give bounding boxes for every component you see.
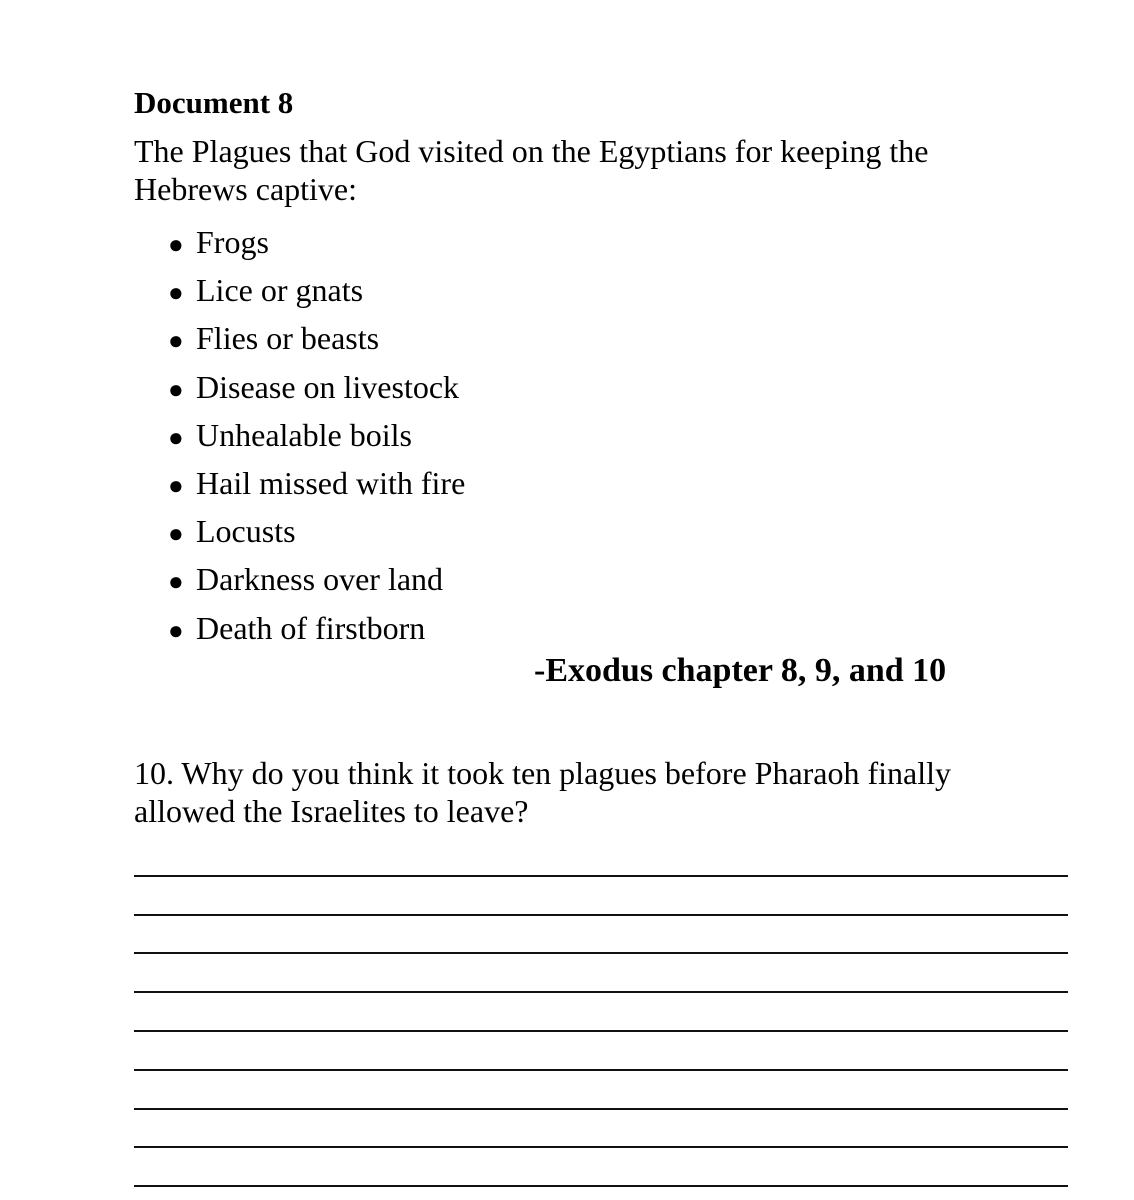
- plague-label: Disease on livestock: [196, 368, 460, 405]
- plague-label: Unhealable boils: [196, 416, 412, 453]
- bullet-icon: ●: [168, 278, 184, 308]
- document-title: Document 8: [134, 85, 294, 120]
- answer-line: [134, 952, 1068, 954]
- answer-line: [134, 1185, 1068, 1187]
- plague-label: Darkness over land: [196, 561, 444, 598]
- answer-line: [134, 1108, 1068, 1110]
- question-prompt: 10. Why do you think it took ten plagues before Pharaoh finally allowed the Israelites to leave?: [134, 755, 952, 829]
- plague-label: Flies or beasts: [196, 320, 380, 357]
- plague-label: Death of firstborn: [196, 609, 426, 646]
- bullet-icon: ●: [168, 615, 184, 645]
- bullet-icon: ●: [168, 470, 184, 500]
- answer-line: [134, 1030, 1068, 1032]
- answer-line: [134, 991, 1068, 993]
- answer-line: [134, 875, 1068, 877]
- document-intro: The Plagues that God visited on the Egyptians for keeping the Hebrews captive:: [134, 133, 929, 207]
- plague-label: Frogs: [196, 224, 269, 260]
- answer-line: [134, 1146, 1068, 1148]
- bullet-icon: ●: [168, 422, 184, 452]
- plague-label: Locusts: [196, 513, 296, 550]
- bullet-icon: ●: [168, 326, 184, 356]
- plague-label: Hail missed with fire: [196, 464, 466, 501]
- source-citation: -Exodus chapter 8, 9, and 10: [534, 652, 947, 689]
- answer-line: [134, 914, 1068, 916]
- bullet-icon: ●: [168, 230, 184, 259]
- answer-lines: [134, 0, 1068, 1200]
- bullet-icon: ●: [168, 567, 184, 597]
- bullet-icon: ●: [168, 374, 184, 404]
- answer-line: [134, 1069, 1068, 1071]
- bullet-icon: ●: [168, 519, 184, 549]
- plague-label: Lice or gnats: [196, 272, 364, 309]
